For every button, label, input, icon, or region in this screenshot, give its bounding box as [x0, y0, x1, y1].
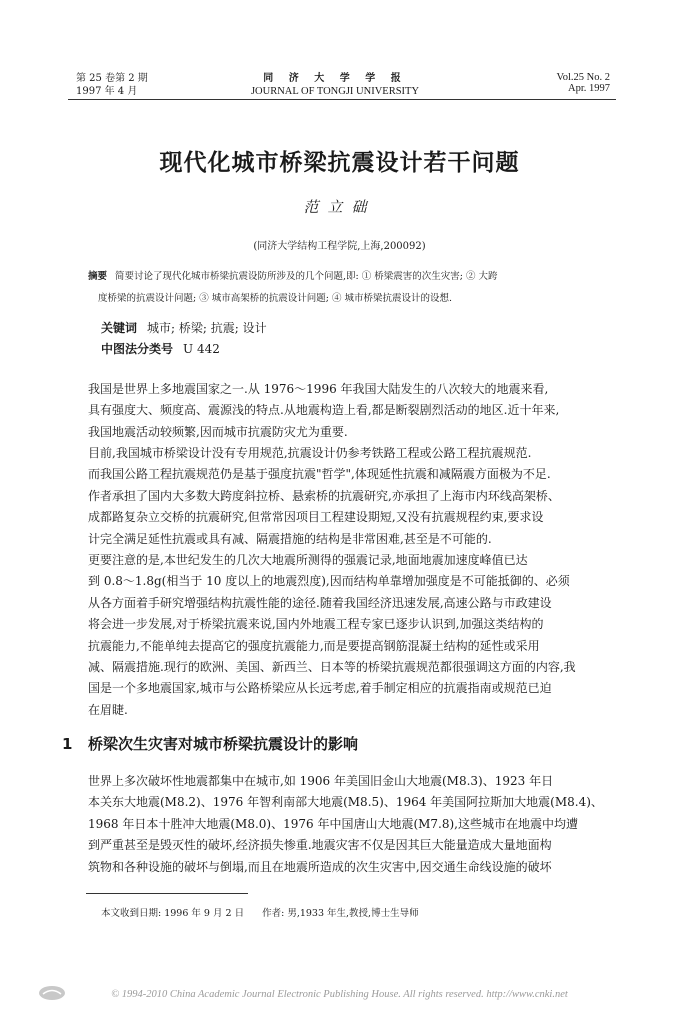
- journal-name-cn: 同 济 大 学 学 报: [263, 73, 407, 84]
- text-line: 到 0.8～1.8g(相当于 10 度以上的地震烈度),因而结构单靠增加强度是不可能抵御的、必须: [88, 574, 570, 589]
- text-line: 在眉睫.: [88, 702, 128, 717]
- text-line: 1968 年日本十胜冲大地震(M8.0)、1976 年中国唐山大地震(M7.8),这些城市在地震中均遭: [88, 816, 578, 831]
- footnote: [101, 905, 419, 919]
- body-paragraph-2: [88, 443, 615, 550]
- text-line: 我国地震活动较频繁,因而城市抗震防灾尤为重要.: [88, 424, 348, 439]
- abstract: [88, 266, 600, 310]
- footnote-rule: [86, 893, 248, 894]
- section-title: 桥梁次生灾害对城市桥梁抗震设计的影响: [88, 735, 359, 753]
- text-line: 世界上多次破坏性地震都集中在城市,如 1906 年美国旧金山大地震(M8.3)、1923 年日: [88, 774, 554, 788]
- keywords-block: [101, 318, 267, 360]
- keywords-value: 城市; 桥梁; 抗震; 设计: [147, 321, 267, 335]
- body-paragraph-3: [88, 550, 615, 721]
- header-center: [200, 72, 470, 98]
- header-rule: [68, 99, 616, 100]
- text-line: 本关东大地震(M8.2)、1976 年智利南部大地震(M8.5)、1964 年美国阿拉斯加大地震(M8.4)、: [88, 795, 603, 810]
- header-left: [76, 72, 148, 98]
- text-line: 到严重甚至是毁灭性的破坏,经济损失惨重.地震灾害不仅是因其巨大能量造成大量地面构: [88, 838, 552, 853]
- author-affiliation: (同济大学结构工程学院,上海,200092): [253, 241, 426, 252]
- paper-title: 现代化城市桥梁抗震设计若干问题: [159, 150, 520, 176]
- text-line: 目前,我国城市桥梁设计没有专用规范,抗震设计仍参考铁路工程或公路工程抗震规范.: [88, 446, 532, 460]
- volume-issue-en: Vol.25 No. 2: [556, 72, 610, 83]
- section-number: 1: [62, 735, 73, 753]
- date-en: Apr. 1997: [568, 83, 610, 94]
- classification-value: U 442: [183, 342, 220, 356]
- text-line: 作者承担了国内大多数大跨度斜拉桥、悬索桥的抗震研究,亦承担了上海市内环线高架桥、: [88, 488, 560, 503]
- text-line: 抗震能力,不能单纯去提高它的强度抗震能力,而是要提高钢筋混凝土结构的延性或采用: [88, 638, 540, 653]
- copyright-notice: © 1994-2010 China Academic Journal Electronic Publishing House. All rights reserved. http://www.cnki.net: [111, 989, 568, 1000]
- author-name: 范立础: [303, 198, 376, 216]
- author-bio: 作者: 男,1933 年生,教授,博士生导师: [262, 908, 419, 919]
- text-line: 更要注意的是,本世纪发生的几次大地震所测得的强震记录,地面地震加速度峰值已达: [88, 553, 528, 567]
- keywords-row: [101, 318, 267, 339]
- keywords-label: 关键词: [101, 321, 138, 335]
- text-line: 成都路复杂立交桥的抗震研究,但常常因项目工程建设期短,又没有抗震规程约束,要求设: [88, 510, 544, 525]
- date-cn: 1997 年 4 月: [76, 86, 138, 97]
- body-paragraph-1: [88, 379, 615, 443]
- header-right: [520, 72, 610, 94]
- volume-issue-cn: 第 25 卷第 2 期: [76, 73, 148, 84]
- text-line: 我国是世界上多地震国家之一.从 1976～1996 年我国大陆发生的八次较大的地震来看,: [88, 382, 549, 396]
- text-line: 计完全满足延性抗震或具有减、隔震措施的结构是非常困难,甚至是不可能的.: [88, 531, 492, 546]
- text-line: 将会进一步发展,对于桥梁抗震来说,国内外地震工程专家已逐步认识到,加强这类结构的: [88, 617, 544, 632]
- section-heading: [62, 733, 358, 754]
- abstract-label: 摘要: [88, 271, 108, 282]
- classification-row: [101, 339, 267, 360]
- abstract-line-1: [88, 266, 600, 288]
- classification-label: 中图法分类号: [101, 342, 174, 356]
- journal-name-en: JOURNAL OF TONGJI UNIVERSITY: [250, 86, 420, 97]
- text-line: 筑物和各种设施的破坏与倒塌,而且在地震所造成的次生灾害中,因交通生命线设施的破坏: [88, 859, 552, 874]
- section-1-paragraph: [88, 771, 615, 878]
- abstract-line-2: 度桥梁的抗震设计问题; ③ 城市高架桥的抗震设计问题; ④ 城市桥梁抗震设计的设想.: [98, 293, 453, 304]
- received-date: 本文收到日期: 1996 年 9 月 2 日: [101, 908, 245, 919]
- text-line: 而我国公路工程抗震规范仍是基于强度抗震"哲学",体现延性抗震和减隔震方面极为不足.: [88, 467, 551, 482]
- text-line: 国是一个多地震国家,城市与公路桥梁应从长远考虑,着手制定相应的抗震指南或规范已迫: [88, 681, 552, 696]
- text-line: 具有强度大、频度高、震源浅的特点.从地震构造上看,都是断裂剧烈活动的地区.近十年来,: [88, 403, 560, 418]
- abstract-text-1: 简要讨论了现代化城市桥梁抗震设防所涉及的几个问题,即: ① 桥梁震害的次生灾害; ② 大跨: [115, 271, 498, 282]
- text-line: 减、隔震措施.现行的欧洲、美国、新西兰、日本等的桥梁抗震规范都很强调这方面的内容,我: [88, 660, 576, 675]
- text-line: 从各方面着手研究增强结构抗震性能的途径.随着我国经济迅速发展,高速公路与市政建设: [88, 595, 552, 610]
